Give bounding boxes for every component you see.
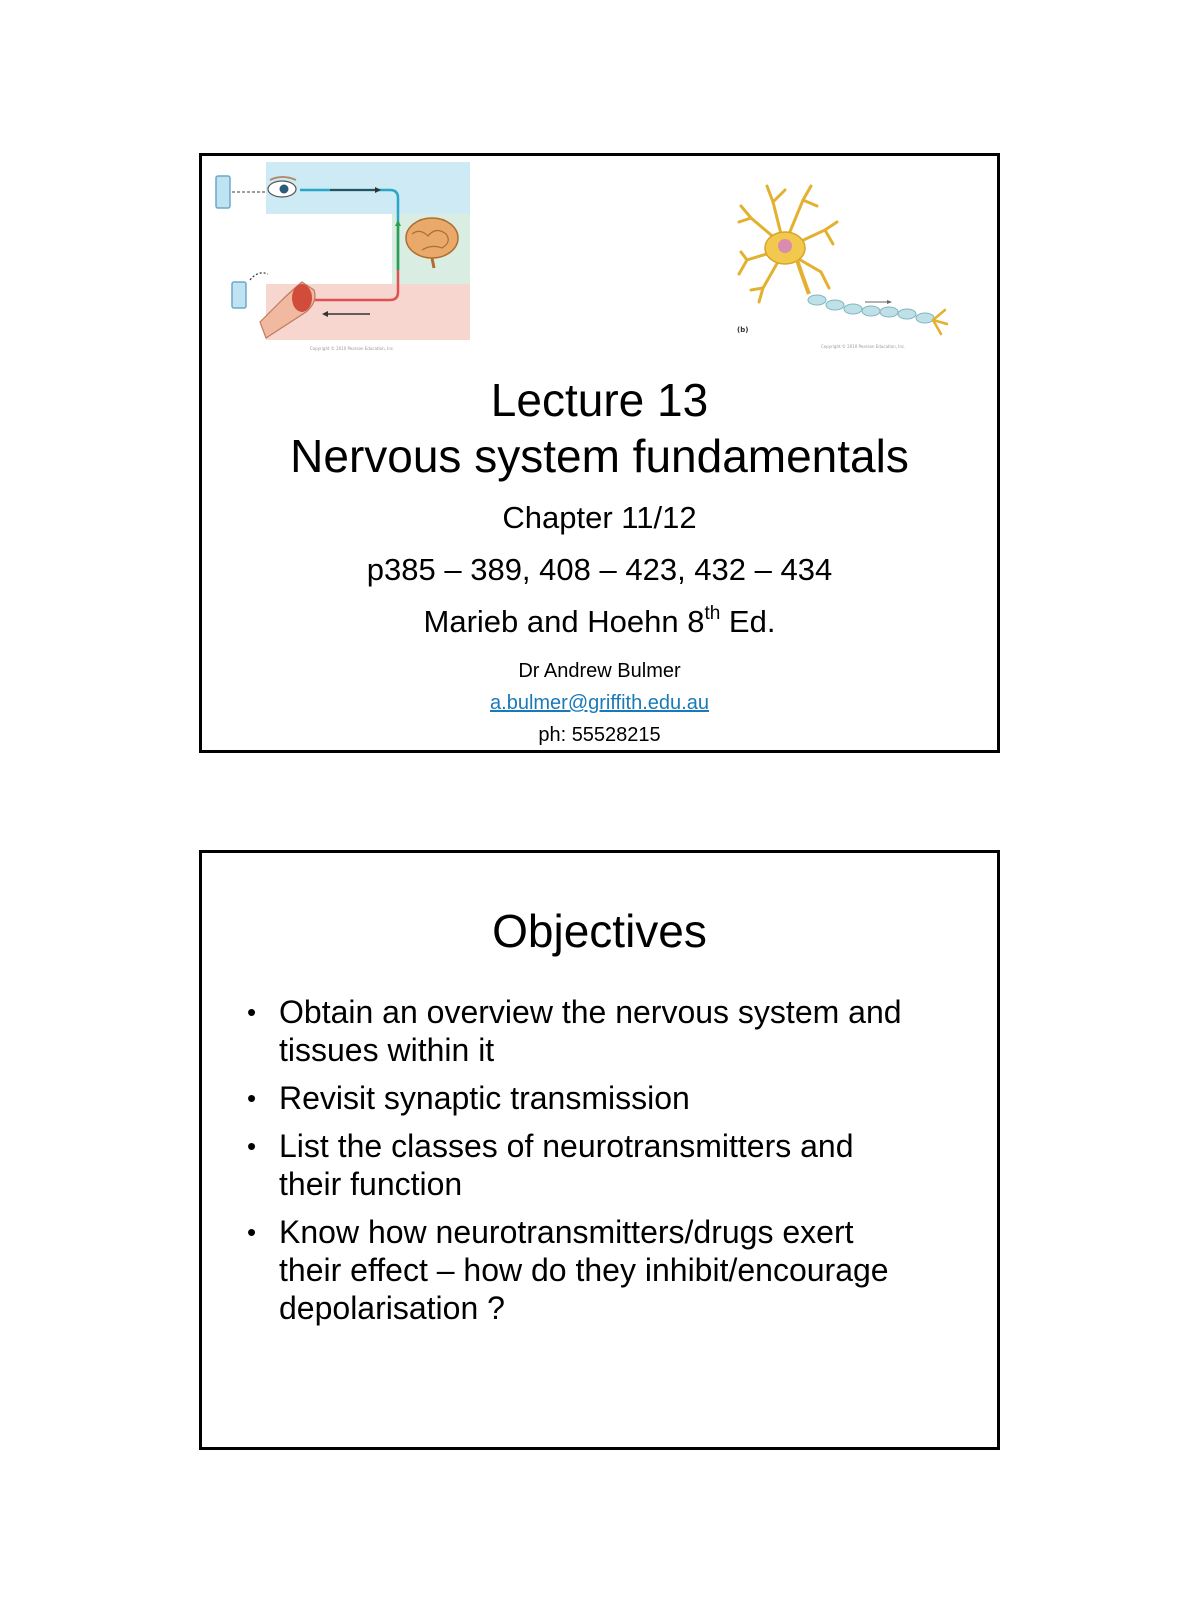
svg-text:Copyright © 2010 Pearson Educa: Copyright © 2010 Pearson Education, Inc. [310, 346, 395, 351]
chapter-reference: Chapter 11/12 [502, 500, 697, 535]
neuron-panel-label: (b) [737, 326, 749, 334]
svg-text:Copyright © 2010 Pearson Educa: Copyright © 2010 Pearson Education, Inc. [821, 344, 906, 349]
motor-neuron-illustration [737, 178, 952, 353]
lecture-title: Nervous system fundamentals [290, 430, 909, 482]
textbook-edition [202, 603, 997, 641]
edition-suffix: Ed. [720, 604, 776, 639]
slide-title [199, 153, 1000, 753]
edition-superscript: th [704, 603, 721, 624]
objectives-title: Objectives [492, 905, 707, 957]
lecture-number: Lecture 13 [490, 374, 709, 426]
email-line [202, 690, 997, 716]
slide-objectives [199, 850, 1000, 1450]
objective-item: • Revisit synaptic transmission [242, 1079, 922, 1117]
objective-item: • Know how neurotransmitters/drugs exert their effect – how do they inhibit/encourage depolarisation ? [242, 1213, 922, 1327]
objective-item: • Obtain an overview the nervous system and tissues within it [242, 993, 922, 1069]
author-name: Dr Andrew Bulmer [518, 660, 681, 682]
email-link[interactable]: a.bulmer@griffith.edu.au [490, 692, 709, 714]
objective-item: • List the classes of neurotransmitters and their function [242, 1127, 922, 1203]
edition-prefix: Marieb and Hoehn 8 [423, 604, 705, 639]
reflex-arc-illustration [210, 162, 472, 352]
page-reference: p385 – 389, 408 – 423, 432 – 434 [366, 552, 833, 587]
phone-number: ph: 55528215 [538, 724, 661, 746]
